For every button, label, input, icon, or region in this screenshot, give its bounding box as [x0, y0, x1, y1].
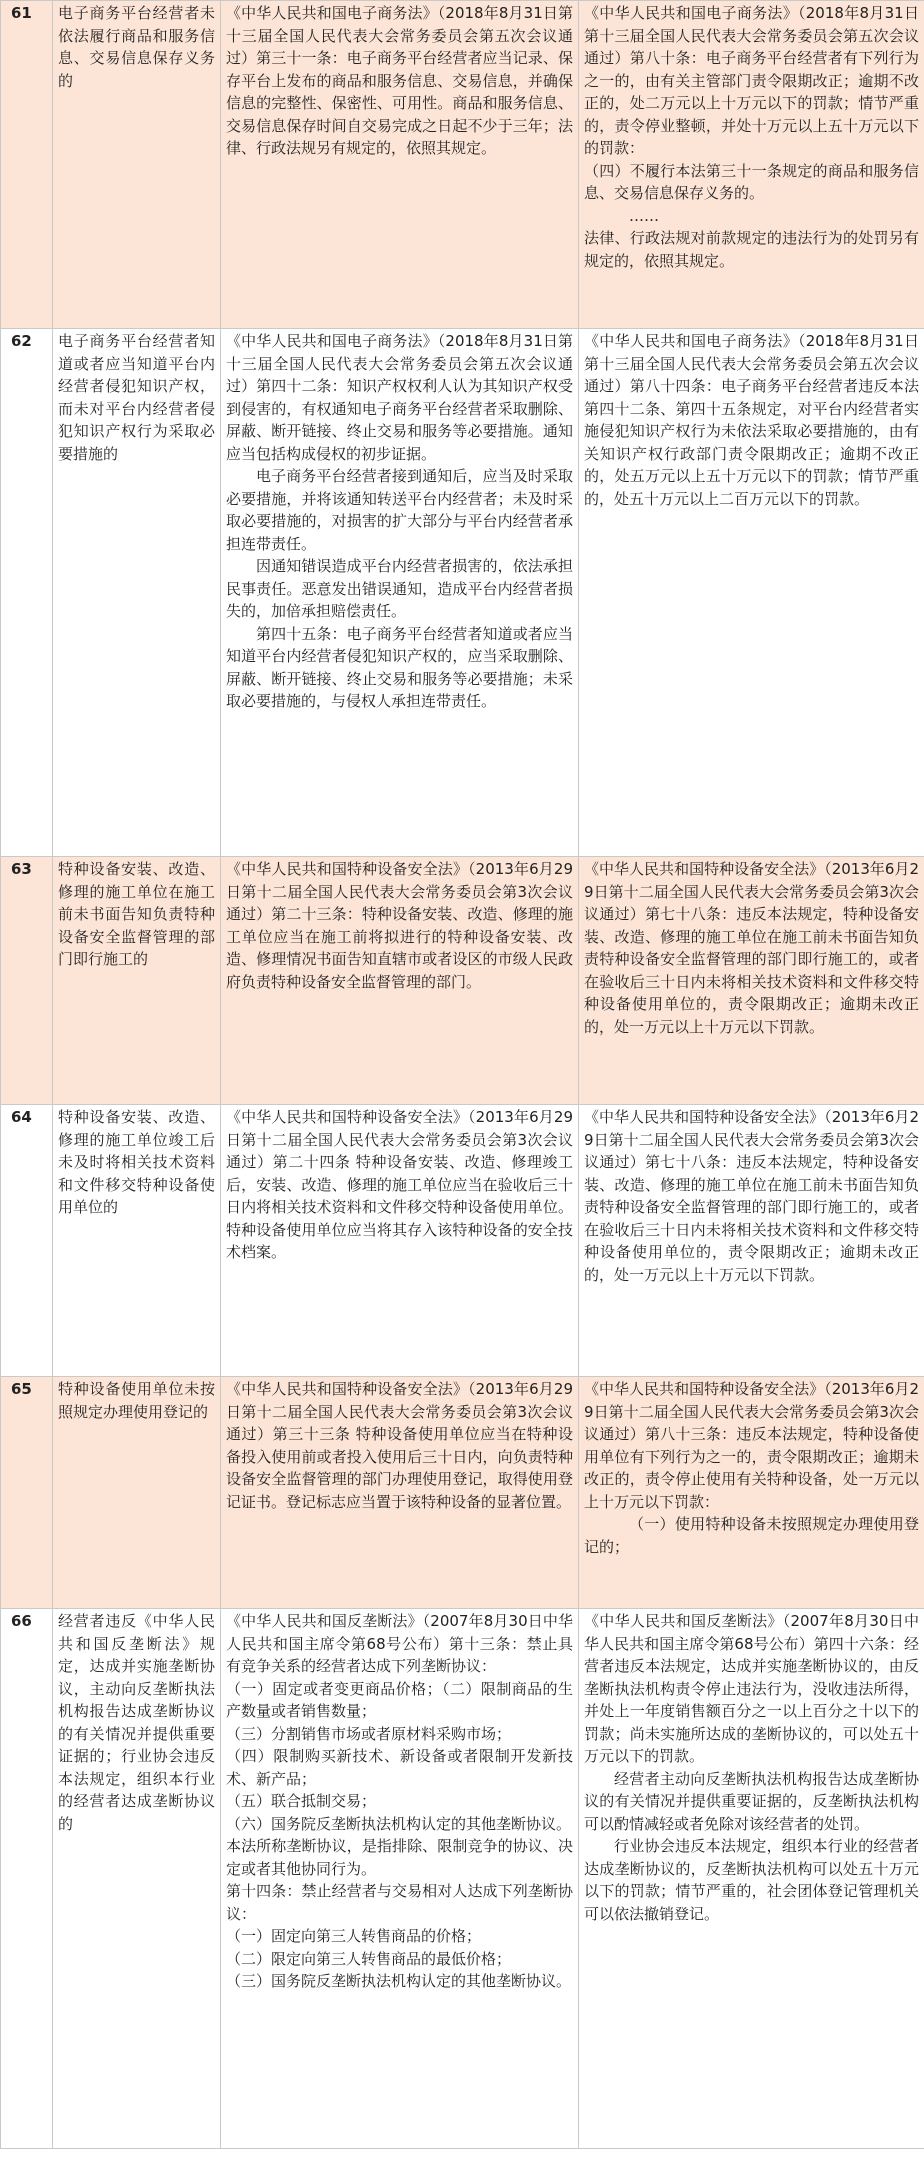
- table-row: [1, 1105, 924, 1377]
- legal-basis-cell: [221, 329, 579, 857]
- legal-basis-text: （三）分割销售市场或者原材料采购市场；: [226, 1724, 512, 1743]
- legal-basis-text: 《中华人民共和国特种设备安全法》（2013年6月29日第十二届全国人民代表大会常务委员会第3次会议通过）第二十三条：特种设备安装、改造、修理的施工单位应当在施工前将拟进行的特种设备安装、改造、修理情况书面告知直辖市或者设区的市级人民政府负责特种设备安全监督管理的部门。: [226, 860, 573, 991]
- penalty-basis-cell: [579, 329, 924, 857]
- penalty-basis-cell: [579, 1377, 924, 1609]
- penalty-text: 经营者主动向反垄断执法机构报告达成垄断协议的有关情况并提供重要证据的，反垄断执法机构可以酌情减轻或者免除对该经营者的处罚。: [584, 1769, 919, 1833]
- legal-basis-text: 电子商务平台经营者接到通知后，应当及时采取必要措施，并将该通知转送平台内经营者；未及时采取必要措施的，对损害的扩大部分与平台内经营者承担连带责任。: [226, 467, 573, 553]
- table-row: [1, 329, 924, 857]
- penalty-text: 《中华人民共和国特种设备安全法》（2013年6月29日第十二届全国人民代表大会常务委员会第3次会议通过）第八十三条：违反本法规定，特种设备使用单位有下列行为之一的，责令限期改正；逾期未改正的，责令停止使用有关特种设备，处一万元以上十万元以下罚款：: [584, 1380, 919, 1511]
- violation-description: 特种设备使用单位未按照规定办理使用登记的: [53, 1377, 221, 1609]
- penalty-basis-cell: [579, 857, 924, 1105]
- legal-basis-text: 第十四条：禁止经营者与交易相对人达成下列垄断协议：: [226, 1882, 573, 1923]
- legal-basis-cell: [221, 1377, 579, 1609]
- legal-basis-text: 第四十五条：电子商务平台经营者知道或者应当知道平台内经营者侵犯知识产权的，应当采取删除、屏蔽、断开链接、终止交易和服务等必要措施；未采取必要措施的，与侵权人承担连带责任。: [226, 624, 573, 710]
- penalty-basis-cell: [579, 1105, 924, 1377]
- penalty-basis-cell: [579, 1609, 924, 2149]
- penalty-basis-cell: [579, 1, 924, 329]
- legal-basis-text: （三）国务院反垄断执法机构认定的其他垄断协议。: [226, 1972, 572, 1990]
- penalty-text: 《中华人民共和国电子商务法》（2018年8月31日第十三届全国人民代表大会常务委员会第五次会议通过）第八十条：电子商务平台经营者有下列行为之一的，由有关主管部门责令限期改正；逾期不改正的，处二万元以上十万元以下的罚款；情节严重的，责令停业整顿，并处十万元以上五十万元以下的罚款：: [584, 4, 919, 157]
- row-number: 66: [1, 1609, 53, 2149]
- table-row: [1, 1609, 924, 2149]
- penalty-text: 法律、行政法规对前款规定的违法行为的处罚另有规定的，依照其规定。: [584, 229, 919, 270]
- legal-basis-text: 因通知错误造成平台内经营者损害的，依法承担民事责任。恶意发出错误通知，造成平台内经营者损失的，加倍承担赔偿责任。: [226, 557, 573, 620]
- penalty-text: 《中华人民共和国电子商务法》（2018年8月31日第十三届全国人民代表大会常务委员会第五次会议通过）第八十四条：电子商务平台经营者违反本法第四十二条、第四十五条规定，对平台内经营者实施侵犯知识产权行为未依法采取必要措施的，由有关知识产权行政部门责令限期改正；逾期不改正的，处五万元以上五十万元以下的罚款；情节严重的，处五十万元以上二百万元以下的罚款。: [584, 332, 919, 508]
- violation-description: 电子商务平台经营者知道或者应当知道平台内经营者侵犯知识产权，而未对平台内经营者侵犯知识产权行为采取必要措施的: [53, 329, 221, 857]
- legal-basis-text: （四）限制购买新技术、新设备或者限制开发新技术、新产品；: [226, 1747, 573, 1788]
- row-number: 64: [1, 1105, 53, 1377]
- legal-basis-text: （二）限定向第三人转售商品的最低价格；: [226, 1949, 512, 1968]
- penalty-text: 《中华人民共和国特种设备安全法》（2013年6月29日第十二届全国人民代表大会常务委员会第3次会议通过）第七十八条：违反本法规定，特种设备安装、改造、修理的施工单位在施工前未书面告知负责特种设备安全监督管理的部门即行施工的，或者在验收后三十日内未将相关技术资料和文件移交特种设备使用单位的，责令限期改正；逾期未改正的，处一万元以上十万元以下罚款。: [584, 1108, 919, 1284]
- legal-basis-text: 《中华人民共和国特种设备安全法》（2013年6月29日第十二届全国人民代表大会常务委员会第3次会议通过）第二十四条 特种设备安装、改造、修理竣工后，安装、改造、修理的施工单位应当在验收后三十日内将相关技术资料和文件移交特种设备使用单位。特种设备使用单位应当将其存入该特种设备的安全技术档案。: [226, 1108, 573, 1261]
- violation-description: 经营者违反《中华人民共和国反垄断法》规定，达成并实施垄断协议，主动向反垄断执法机构报告达成垄断协议的有关情况并提供重要证据的；行业协会违反本法规定，组织本行业的经营者达成垄断协议的: [53, 1609, 221, 2149]
- penalty-text: 行业协会违反本法规定，组织本行业的经营者达成垄断协议的，反垄断执法机构可以处五十万元以下的罚款；情节严重的，社会团体登记管理机关可以依法撤销登记。: [584, 1837, 919, 1923]
- legal-basis-text: 本法所称垄断协议，是指排除、限制竞争的协议、决定或者其他协同行为。: [226, 1837, 573, 1878]
- violation-description: 特种设备安装、改造、修理的施工单位在施工前未书面告知负责特种设备安全监督管理的部门即行施工的: [53, 857, 221, 1105]
- legal-basis-text: （六）国务院反垄断执法机构认定的其他垄断协议。: [226, 1814, 572, 1833]
- legal-basis-text: 《中华人民共和国电子商务法》（2018年8月31日第十三届全国人民代表大会常务委员会第五次会议通过）第三十一条：电子商务平台经营者应当记录、保存平台上发布的商品和服务信息、交易信息，并确保信息的完整性、保密性、可用性。商品和服务信息、交易信息保存时间自交易完成之日起不少于三年；法律、行政法规另有规定的，依照其规定。: [226, 4, 573, 157]
- table-row: [1, 1377, 924, 1609]
- legal-basis-text: （五）联合抵制交易；: [226, 1792, 377, 1810]
- row-number: 62: [1, 329, 53, 857]
- legal-basis-text: 《中华人民共和国电子商务法》（2018年8月31日第十三届全国人民代表大会常务委员会第五次会议通过）第四十二条：知识产权权利人认为其知识产权受到侵害的，有权通知电子商务平台经营者采取删除、屏蔽、断开链接、终止交易和服务等必要措施。通知应当包括构成侵权的初步证据。: [226, 332, 573, 463]
- legal-basis-cell: [221, 1609, 579, 2149]
- penalty-text: （一）使用特种设备未按照规定办理使用登记的；: [584, 1515, 919, 1556]
- violation-description: 特种设备安装、改造、修理的施工单位竣工后未及时将相关技术资料和文件移交特种设备使用单位的: [53, 1105, 221, 1377]
- legal-basis-cell: [221, 1105, 579, 1377]
- legal-basis-text: 《中华人民共和国反垄断法》（2007年8月30日中华人民共和国主席令第68号公布）第十三条：禁止具有竞争关系的经营者达成下列垄断协议：: [226, 1612, 573, 1675]
- table-row: [1, 1, 924, 329]
- legal-basis-cell: [221, 1, 579, 329]
- penalty-text: （四）不履行本法第三十一条规定的商品和服务信息、交易信息保存义务的。: [584, 161, 919, 202]
- violation-description: 电子商务平台经营者未依法履行商品和服务信息、交易信息保存义务的: [53, 1, 221, 329]
- row-number: 63: [1, 857, 53, 1105]
- legal-basis-text: （一）固定或者变更商品价格；（二）限制商品的生产数量或者销售数量；: [226, 1679, 573, 1720]
- penalty-text: 《中华人民共和国特种设备安全法》（2013年6月29日第十二届全国人民代表大会常务委员会第3次会议通过）第七十八条：违反本法规定，特种设备安装、改造、修理的施工单位在施工前未书面告知负责特种设备安全监督管理的部门即行施工的，或者在验收后三十日内未将相关技术资料和文件移交特种设备使用单位的，责令限期改正；逾期未改正的，处一万元以上十万元以下罚款。: [584, 860, 919, 1036]
- legal-basis-cell: [221, 857, 579, 1105]
- legal-basis-text: （一）固定向第三人转售商品的价格；: [226, 1927, 482, 1945]
- penalty-text: 《中华人民共和国反垄断法》（2007年8月30日中华人民共和国主席令第68号公布）第四十六条：经营者违反本法规定，达成并实施垄断协议的，由反垄断执法机构责令停止违法行为，没收违法所得，并处上一年度销售额百分之一以上百分之十以下的罚款；尚未实施所达成的垄断协议的，可以处五十万元以下的罚款。: [584, 1612, 919, 1765]
- legal-basis-text: 《中华人民共和国特种设备安全法》（2013年6月29日第十二届全国人民代表大会常务委员会第3次会议通过）第三十三条 特种设备使用单位应当在特种设备投入使用前或者投入使用后三十日内，向负责特种设备安全监督管理的部门办理使用登记，取得使用登记证书。登记标志应当置于该特种设备的显著位置。: [226, 1380, 573, 1511]
- penalty-text: ……: [629, 206, 659, 225]
- row-number: 61: [1, 1, 53, 329]
- row-number: 65: [1, 1377, 53, 1609]
- table-row: [1, 857, 924, 1105]
